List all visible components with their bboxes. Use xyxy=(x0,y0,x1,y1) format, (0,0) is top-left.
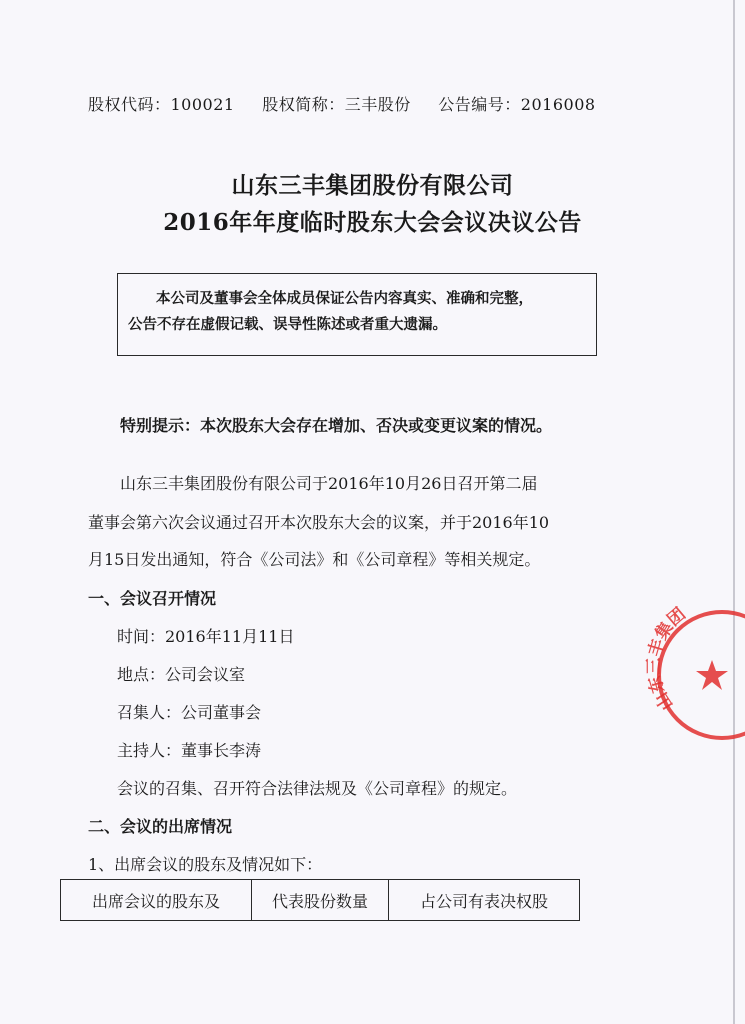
meeting-convener: 召集人：公司董事会 xyxy=(117,703,262,722)
meeting-host: 主持人：董事长李涛 xyxy=(117,741,262,760)
seal-star-icon xyxy=(696,660,728,690)
meeting-compliance: 会议的召集、召开符合法律法规及《公司章程》的规定。 xyxy=(117,779,518,798)
section-heading-meeting: 一、会议召开情况 xyxy=(88,589,217,608)
company-title: 山东三丰集团股份有限公司 xyxy=(231,172,514,199)
seal-text: 山东三丰集团 xyxy=(644,604,690,714)
attendance-subheading: 1、出席会议的股东及情况如下： xyxy=(88,855,323,874)
table-header-shareholders: 出席会议的股东及 xyxy=(61,880,252,920)
company-seal xyxy=(644,604,745,745)
announcement-title: 2016年年度临时股东大会会议决议公告 xyxy=(163,209,582,236)
table-header-shares: 代表股份数量 xyxy=(252,880,389,920)
attendance-table xyxy=(60,879,580,921)
meeting-place: 地点：公司会议室 xyxy=(117,665,246,684)
notice-number: 公告编号：2016008 xyxy=(438,95,596,114)
special-note: 特别提示：本次股东大会存在增加、否决或变更议案的情况。 xyxy=(120,416,553,435)
section-heading-attendance: 二、会议的出席情况 xyxy=(88,817,233,836)
svg-text:山东三丰集团 xyxy=(644,604,690,713)
disclaimer-line-2: 公告不存在虚假记载、误导性陈述或者重大遗漏。 xyxy=(128,316,447,333)
stock-name: 股权简称：三丰股份 xyxy=(262,95,411,114)
intro-line-3: 月15日发出通知，符合《公司法》和《公司章程》等相关规定。 xyxy=(88,550,541,569)
table-header-voting-ratio: 占公司有表决权股 xyxy=(419,891,548,911)
stock-code: 股权代码：100021 xyxy=(88,95,235,114)
intro-line-2: 董事会第六次会议通过召开本次股东大会的议案，并于2016年10 xyxy=(88,513,550,532)
intro-line-1: 山东三丰集团股份有限公司于2016年10月26日召开第二届 xyxy=(120,474,538,493)
disclaimer-box xyxy=(117,273,597,356)
disclaimer-line-1: 本公司及董事会全体成员保证公告内容真实、准确和完整， xyxy=(156,290,533,307)
header-info xyxy=(88,92,596,115)
scan-edge xyxy=(733,0,735,1024)
meeting-time: 时间：2016年11月11日 xyxy=(117,627,295,646)
